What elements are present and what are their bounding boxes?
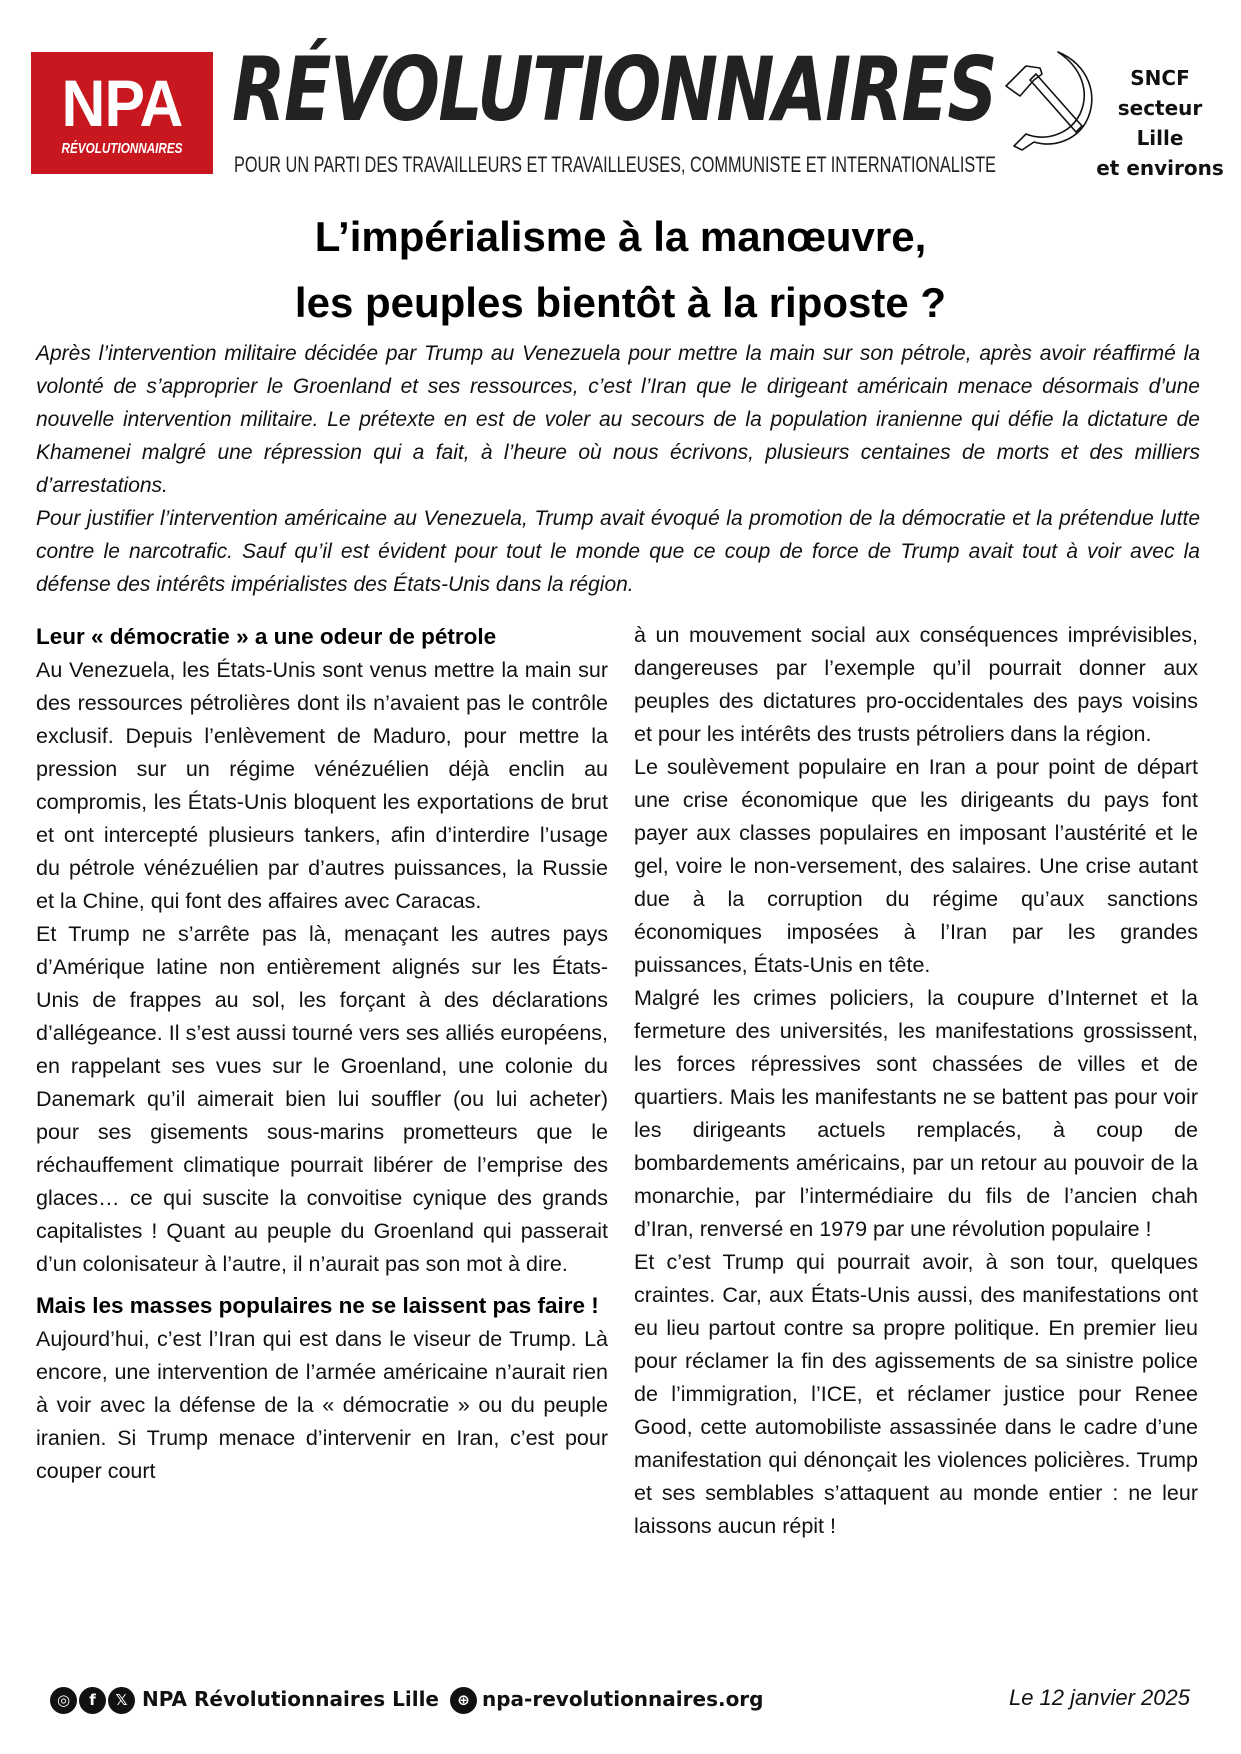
article-paragraph: Et c’est Trump qui pourrait avoir, à son tour, quelques craintes. Car, aux États-Unis aussi, des manifestations ont eu lieu partout contre sa propre politique. En premier lieu pour réclamer la fin des agissements de sa sinistre police de l’immigration, l’ICE, et réclamer justice pour Renee Good, cette automobiliste assassinée dans le cadre d’une manifestation qui dénonçait les violences policières. Trump et ses semblables s’attaquent au monde entier : ne leur laissons aucun répit ! [634,1250,1198,1538]
article-paragraph: Au Venezuela, les États-Unis sont venus mettre la main sur des ressources pétrolières dont ils n’avaient pas le contrôle exclusif. Depuis l’enlèvement de Maduro, pour mettre la pression sur un régime vénézuélien déjà enclin au compromis, les États-Unis bloquent les exportations de brut et ont intercepté plusieurs tankers, afin d’interdire l’usage du pétrole vénézuélien par d’autres puissances, la Russie et la Chine, qui font des affaires avec Caracas. [36,658,608,913]
logo-npa-text: NPA [61,66,183,140]
masthead-title: RÉVOLUTIONNAIRES [232,38,996,141]
masthead-tagline: POUR UN PARTI DES TRAVAILLEURS ET TRAVAILLEUSES, COMMUNISTE ET INTERNATIONALISTE [234,152,997,177]
headline [0,204,1241,336]
headline-line-2: les peuples bientôt à la riposte ? [294,279,947,326]
footer-org-name: NPA Révolutionnaires Lille [142,1687,439,1711]
article-paragraph: Aujourd’hui, c’est l’Iran qui est dans le viseur de Trump. Là encore, une intervention de l’armée américaine n’aurait rien à voir avec la défense de la « démocratie » ou du peuple iranien. Si Trump menace d’intervenir en Iran, c’est pour couper court [36,1327,608,1483]
website-link[interactable]: npa-revolutionnaires.org [482,1687,764,1711]
article-column-right [634,619,1198,1543]
logo-subtitle: RÉVOLUTIONNAIRES [61,140,183,157]
section-label-line: et environs [1096,156,1224,180]
footer [50,1685,1200,1721]
article-paragraph: Le soulèvement populaire en Iran a pour point de départ une crise économique que les dirigeants du pays font payer aux classes populaires en imposant l’austérité et le gel, voire le non-versement, des salaires. Une crise autant due à la corruption du régime qu’aux sanctions économiques imposées à l’Iran par les grandes puissances, États-Unis en tête. [634,755,1198,977]
section-label-line: Lille [1136,126,1184,150]
article-column-left [36,619,608,1488]
intro-chapeau [36,337,1200,601]
publication-date: Le 12 janvier 2025 [1008,1685,1190,1710]
globe-icon: ⊕ [450,1687,477,1714]
facebook-icon[interactable]: f [79,1687,106,1714]
section-label [1085,63,1235,183]
section-label-line: secteur [1117,96,1203,120]
article-paragraph: Malgré les crimes policiers, la coupure d’Internet et la fermeture des universités, les manifestations grossissent, les forces répressives sont chassées de villes et de quartiers. Mais les manifestants ne se battent pas pour voir les dirigeants actuels remplacés, à coup de bombardements américains, par un retour au pouvoir de la monarchie, par l’intermédiaire du fils de l’ancien chah d’Iran, renversé en 1979 par une révolution populaire ! [634,986,1198,1241]
section-heading: Leur « démocratie » a une odeur de pétrole [36,624,497,649]
headline-line-1: L’impérialisme à la manœuvre, [314,213,927,260]
intro-paragraph: Pour justifier l’intervention américaine au Venezuela, Trump avait évoqué la promotion de la démocratie et la prétendue lutte contre le narcotrafic. Sauf qu’il est évident pour tout le monde que ce coup de force de Trump avait tout à voir avec la défense des intérêts impérialistes des États-Unis dans la région. [36,507,1200,596]
section-label-line: SNCF [1130,66,1190,90]
article-paragraph: Et Trump ne s’arrête pas là, menaçant les autres pays d’Amérique latine non entièrement alignés sur les États-Unis de frappes au sol, les forçant à des déclarations d’allégeance. Il s’est aussi tourné vers ses alliés européens, en rappelant ses vues sur le Groenland, une colonie du Danemark qu’il aimerait bien lui souffler (ou lui acheter) pour ses gisements sous-marins prometteurs que le réchauffement climatique pourrait libérer de l’emprise des glaces… ce qui suscite la convoitise cynique des grands capitalistes ! Quant au peuple du Groenland qui passerait d’un colonisateur à l’autre, il n’aurait pas son mot à dire. [36,922,608,1276]
x-icon[interactable]: 𝕏 [108,1687,135,1714]
section-heading: Mais les masses populaires ne se laissent pas faire ! [36,1293,599,1318]
article-paragraph: à un mouvement social aux conséquences imprévisibles, dangereuses par l’exemple qu’il pourrait donner aux peuples des dictatures pro-occidentales des pays voisins et pour les intérêts des trusts pétroliers dans la région. [634,623,1198,746]
instagram-icon[interactable]: ◎ [50,1687,77,1714]
npa-logo [31,52,213,174]
intro-paragraph: Après l’intervention militaire décidée par Trump au Venezuela pour mettre la main sur son pétrole, après avoir réaffirmé la volonté de s’approprier le Groenland et ses ressources, c’est l’Iran que le dirigeant américain menace désormais d’une nouvelle intervention militaire. Le prétexte en est de voler au secours de la population iranienne qui défie la dictature de Khamenei malgré une répression qui a fait, à l’heure où nous écrivons, plusieurs centaines de morts et des milliers d’arrestations. [36,342,1200,497]
